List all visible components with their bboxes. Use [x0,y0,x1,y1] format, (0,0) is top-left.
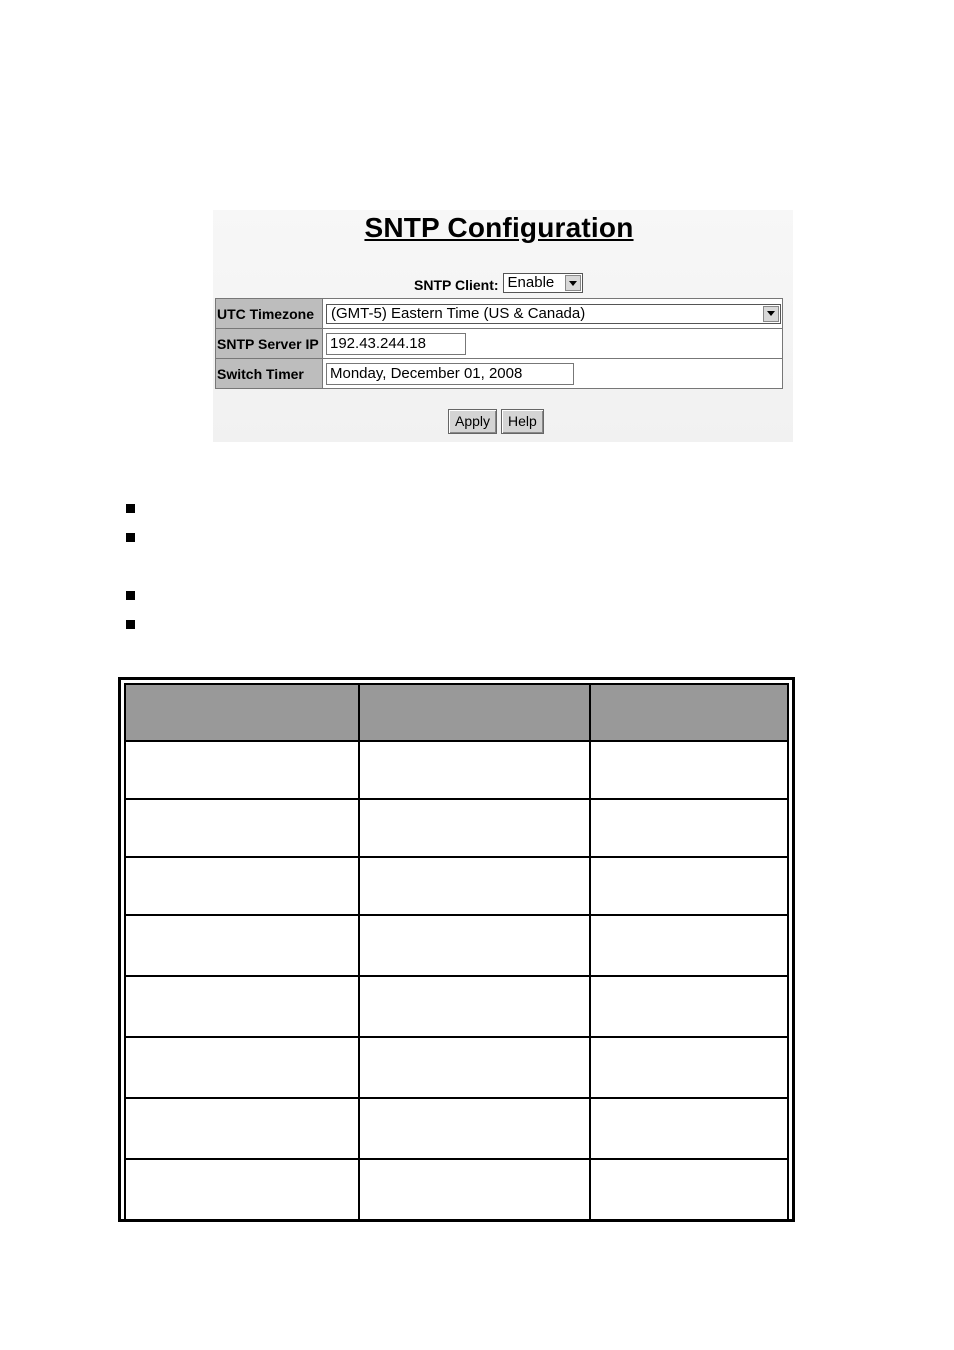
parameter-table [118,677,795,1222]
table-row [125,741,788,799]
sntp-server-ip-input[interactable]: 192.43.244.18 [326,333,466,355]
utc-timezone-row [216,299,783,329]
sntp-server-ip-label: SNTP Server IP [216,329,323,359]
apply-button[interactable]: Apply [448,409,497,434]
sntp-settings-table [215,298,783,389]
table-row [125,857,788,915]
chevron-down-icon[interactable] [763,306,779,322]
utc-timezone-select[interactable] [326,304,781,324]
table-row [125,1037,788,1098]
parameter-table-grid [124,683,789,1221]
sntp-configuration-panel [213,210,793,442]
bullet-marker [126,591,135,600]
sntp-client-label: SNTP Client: [414,277,499,293]
table-row [125,1159,788,1220]
sntp-client-value: Enable [507,274,555,291]
table-row [125,976,788,1037]
help-button[interactable]: Help [501,409,544,434]
bullet-marker [126,620,135,629]
table-row [125,1098,788,1159]
page-title: SNTP Configuration [364,212,634,243]
table-header-row [125,684,788,741]
sntp-client-select[interactable] [503,273,583,293]
chevron-down-icon[interactable] [565,275,581,291]
switch-timer-input[interactable]: Monday, December 01, 2008 [326,363,574,385]
bullet-marker [126,504,135,513]
switch-timer-row [216,359,783,389]
utc-timezone-label: UTC Timezone [216,299,323,329]
table-row [125,799,788,857]
switch-timer-label: Switch Timer [216,359,323,389]
action-buttons [448,409,544,434]
utc-timezone-value: (GMT-5) Eastern Time (US & Canada) [331,304,586,322]
bullet-marker [126,533,135,542]
sntp-server-ip-row [216,329,783,359]
sntp-client-row [414,272,583,294]
table-row [125,915,788,976]
